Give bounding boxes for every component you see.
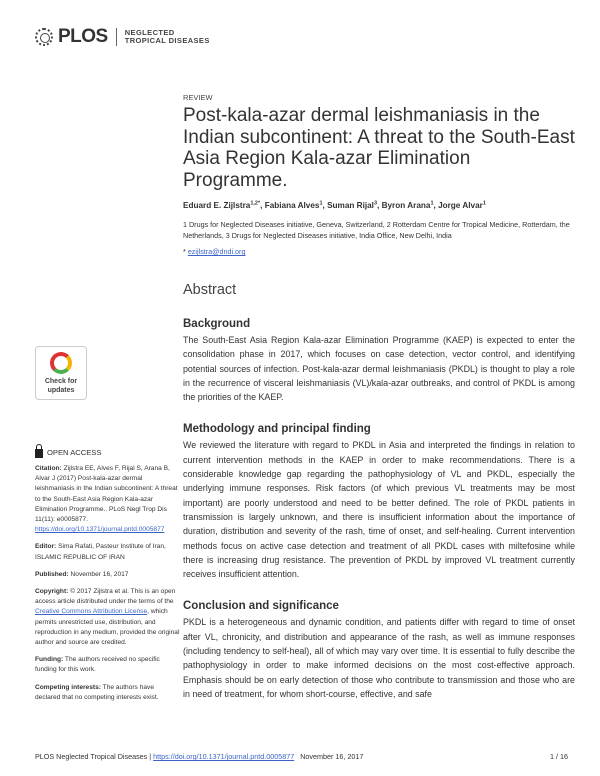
license-link[interactable]: Creative Commons Attribution License — [35, 608, 148, 616]
section-heading-background: Background — [183, 318, 251, 330]
footer-doi-link[interactable]: https://doi.org/10.1371/journal.pntd.0005877 — [153, 752, 295, 761]
corresponding-author: * ezijlstra@dndi.org — [183, 247, 246, 256]
section-text-methodology: We reviewed the literature with regard to PKDL in Asia and interpreted the findings in relation to current intervention methods in the KAEP in order to make recommendations. There is a considerable knowledge gap regarding the pathophysiology of VL and PKDL, especially the underlying immune responses. Risk factors (of which previous VL treatments may be most important) are poorly understood and need to be better defined. The role of PKDL patients in transmission is largely unknown, and there is insufficient information about the importance of duration, distribution and severity of the rash, time of onset, and self-healing. Current intervention methods focus on active case detection and treatment of all PKDL cases with miltefosine while there is increasing drug resistance. The prevention of PKDL by improved VL treatment currently receives insufficient attention. — [183, 440, 575, 580]
citation: Citation: Zijlstra EE, Alves F, Rijal S, Arana B, Alvar J (2017) Post-kala-azar dermal leishmaniasis in the Indian subcontinent: A threat to the South-East Asia Region Kala-azar Elimination Programme.. PLoS Negl Trop Dis 11(11): e0005877. https://doi.org/10.1371/journal.pntd.0005877 — [35, 465, 178, 534]
page-number: 1 / 16 — [550, 752, 568, 761]
section-heading-methodology: Methodology and principal finding — [183, 423, 371, 436]
update-icon — [50, 352, 72, 374]
copyright: Copyright: © 2017 Zijlstra et al. This is an open access article distributed under the terms of the Creative Commons Attribution License, which permits unrestricted use, distribution, and reproduction in any medium, provided the original author and source are credited. — [35, 588, 180, 647]
abstract-heading: Abstract — [183, 282, 237, 298]
page-footer — [35, 742, 568, 762]
brand-name: PLOS — [58, 26, 108, 47]
section-text-conclusion: PKDL is a heterogeneous and dynamic condition, and patients differ with regard to time of onset after VL, chronicity, and distribution and appearance of the rash, as well as immune responses (including tendency to self-heal), all of which may vary over time. It is essential to fully describe the pathophysiology in order to make informed decisions on the most cost-effective approach. Emphasis should be on early detection of those who contribute to transmission and those who are in need of treatment, for whom short-course, effective, and safe — [183, 617, 575, 699]
check-for-updates-badge[interactable] — [35, 346, 87, 400]
plos-sun-icon — [35, 28, 53, 46]
article-info-sidebar — [35, 446, 180, 703]
open-access: OPEN ACCESS — [35, 446, 180, 458]
citation-doi-link[interactable]: https://doi.org/10.1371/journal.pntd.0005877 — [35, 526, 165, 534]
footer-journal: PLOS Neglected Tropical Diseases | — [35, 752, 152, 761]
affiliations: 1 Drugs for Neglected Diseases initiative, Geneva, Switzerland, 2 Rotterdam Centre for Tropical Medicine, Rotterdam, the Netherlands, 3 Drugs for Neglected Diseases initiative, India Office, New Delhi, India — [183, 220, 570, 240]
logo-divider — [116, 28, 117, 46]
editor: Editor: Sima Rafati, Pasteur Institute of Iran, ISLAMIC REPUBLIC OF IRAN — [35, 543, 166, 561]
section-text-background: The South-East Asia Region Kala-azar Elimination Programme (KAEP) is expected to enter the consolidation phase in 2017, which focuses on case detection, vector control, and identifying potential sources of infection. Post-kala-azar dermal leishmaniasis (PKDL) is thought to play a role in the recurrence of visceral leishmaniasis (VL)/kala-azar outbreaks, and control of PKDL is among the priorities of the KAEP. — [183, 335, 575, 403]
competing-interests: Competing interests: The authors have declared that no competing interests exist. — [35, 683, 159, 701]
author-list: Eduard E. Zijlstra$^{1,2*}$, Fabiana Alves$^1$, Suman Rijal$^3$, Byron Arana$^1$, Jorge Alvar$^1$ — [183, 200, 486, 210]
email-link[interactable]: ezijlstra@dndi.org — [187, 247, 246, 256]
unlocked-icon — [35, 449, 43, 458]
main-column — [183, 93, 575, 710]
section-heading-conclusion: Conclusion and significance — [183, 600, 339, 613]
badge-label: Check for — [44, 378, 78, 385]
article-type: REVIEW — [183, 93, 213, 102]
journal-logo — [35, 26, 570, 48]
published-date: Published: November 16, 2017 — [35, 570, 129, 578]
footer-date: November 16, 2017 — [300, 752, 364, 761]
article-title: Post-kala-azar dermal leishmaniasis in the Indian subcontinent: A threat to the South-East Asia Region Kala-azar Elimination Programme. — [183, 105, 575, 191]
left-column — [35, 93, 183, 710]
journal-name: NEGLECTED TROPICAL DISEASES — [124, 28, 210, 45]
funding: Funding: The authors received no specific funding for this work. — [35, 656, 160, 674]
badge-label: updates — [47, 387, 75, 394]
